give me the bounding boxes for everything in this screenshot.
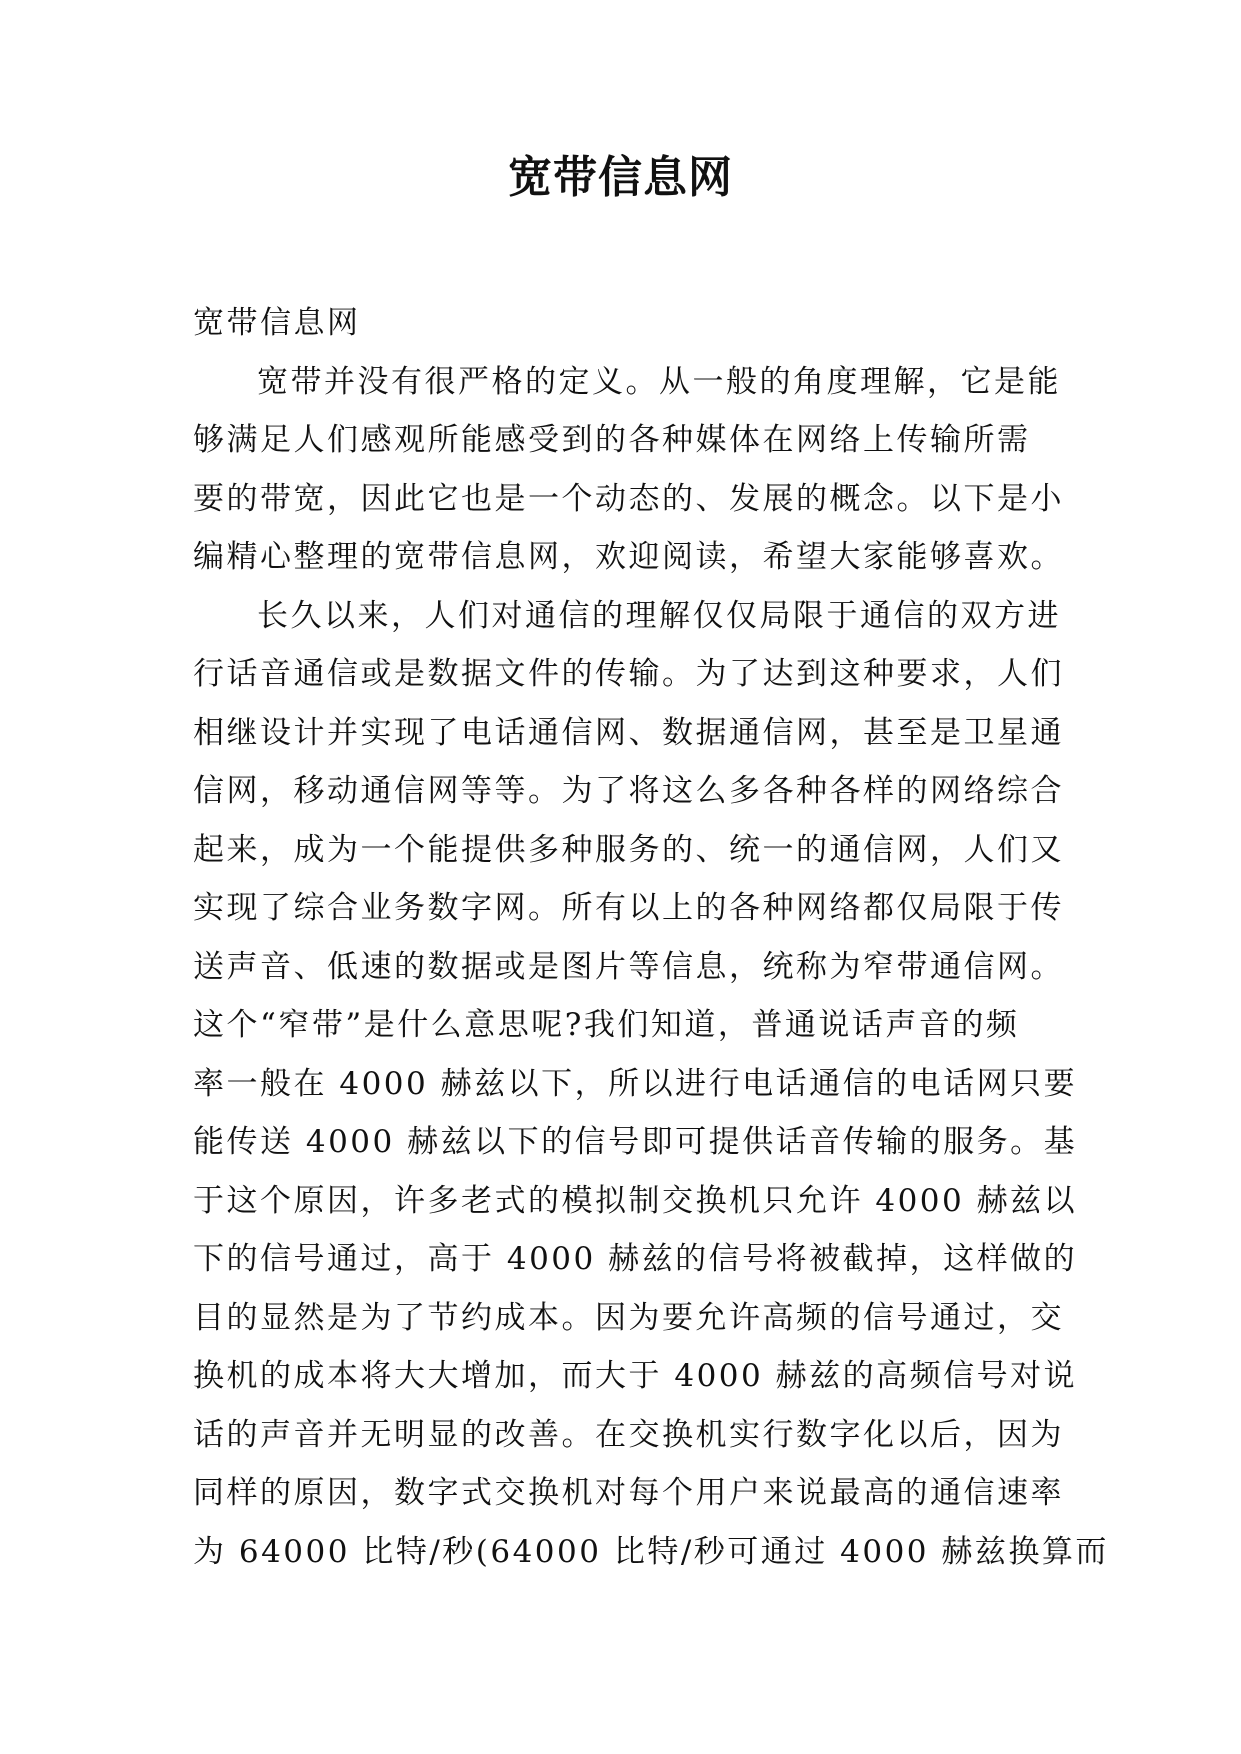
paragraph-2-line-17: 为 64000 比特/秒(64000 比特/秒可通过 4000 赫兹换算而 <box>193 1533 1109 1570</box>
paragraph-2-line-8: 这个“窄带”是什么意思呢?我们知道，普通说话声音的频 <box>193 1007 1020 1043</box>
paragraph-2-line-1: 长久以来，人们对通信的理解仅仅局限于通信的双方进 <box>257 597 1061 634</box>
paragraph-2-line-6: 实现了综合业务数字网。所有以上的各种网络都仅局限于传 <box>193 890 1064 926</box>
paragraph-2-line-3: 相继设计并实现了电话通信网、数据通信网，甚至是卫星通 <box>193 714 1064 751</box>
subtitle-line: 宽带信息网 <box>193 305 361 341</box>
paragraph-2-line-16: 同样的原因，数字式交换机对每个用户来说最高的通信速率 <box>193 1475 1064 1511</box>
paragraph-1-line-3: 要的带宽，因此它也是一个动态的、发展的概念。以下是小 <box>193 480 1064 517</box>
paragraph-2-line-12: 下的信号通过，高于 4000 赫兹的信号将被截掉，这样做的 <box>193 1241 1078 1277</box>
paragraph-1-line-1: 宽带并没有很严格的定义。从一般的角度理解，它是能 <box>257 363 1061 400</box>
paragraph-2-line-5: 起来，成为一个能提供多种服务的、统一的通信网，人们又 <box>193 831 1064 868</box>
page-title: 宽带信息网 <box>508 152 733 203</box>
paragraph-2-line-13: 目的显然是为了节约成本。因为要允许高频的信号通过，交 <box>193 1299 1064 1336</box>
paragraph-1-line-2: 够满足人们感观所能感受到的各种媒体在网络上传输所需 <box>193 422 1031 458</box>
paragraph-2-line-2: 行话音通信或是数据文件的传输。为了达到这种要求，人们 <box>193 656 1064 692</box>
paragraph-2-line-10: 能传送 4000 赫兹以下的信号即可提供话音传输的服务。基 <box>193 1124 1078 1160</box>
paragraph-1-line-4: 编精心整理的宽带信息网，欢迎阅读，希望大家能够喜欢。 <box>193 539 1064 575</box>
paragraph-2-line-15: 话的声音并无明显的改善。在交换机实行数字化以后，因为 <box>193 1416 1064 1453</box>
paragraph-2-line-9: 率一般在 4000 赫兹以下，所以进行电话通信的电话网只要 <box>193 1065 1078 1102</box>
paragraph-2-line-11: 于这个原因，许多老式的模拟制交换机只允许 4000 赫兹以 <box>193 1182 1078 1219</box>
paragraph-2-line-7: 送声音、低速的数据或是图片等信息，统称为窄带通信网。 <box>193 948 1064 985</box>
document-body <box>193 294 1109 1581</box>
paragraph-2-line-4: 信网，移动通信网等等。为了将这么多各种各样的网络综合 <box>193 773 1064 809</box>
paragraph-2-line-14: 换机的成本将大大增加，而大于 4000 赫兹的高频信号对说 <box>193 1358 1078 1394</box>
